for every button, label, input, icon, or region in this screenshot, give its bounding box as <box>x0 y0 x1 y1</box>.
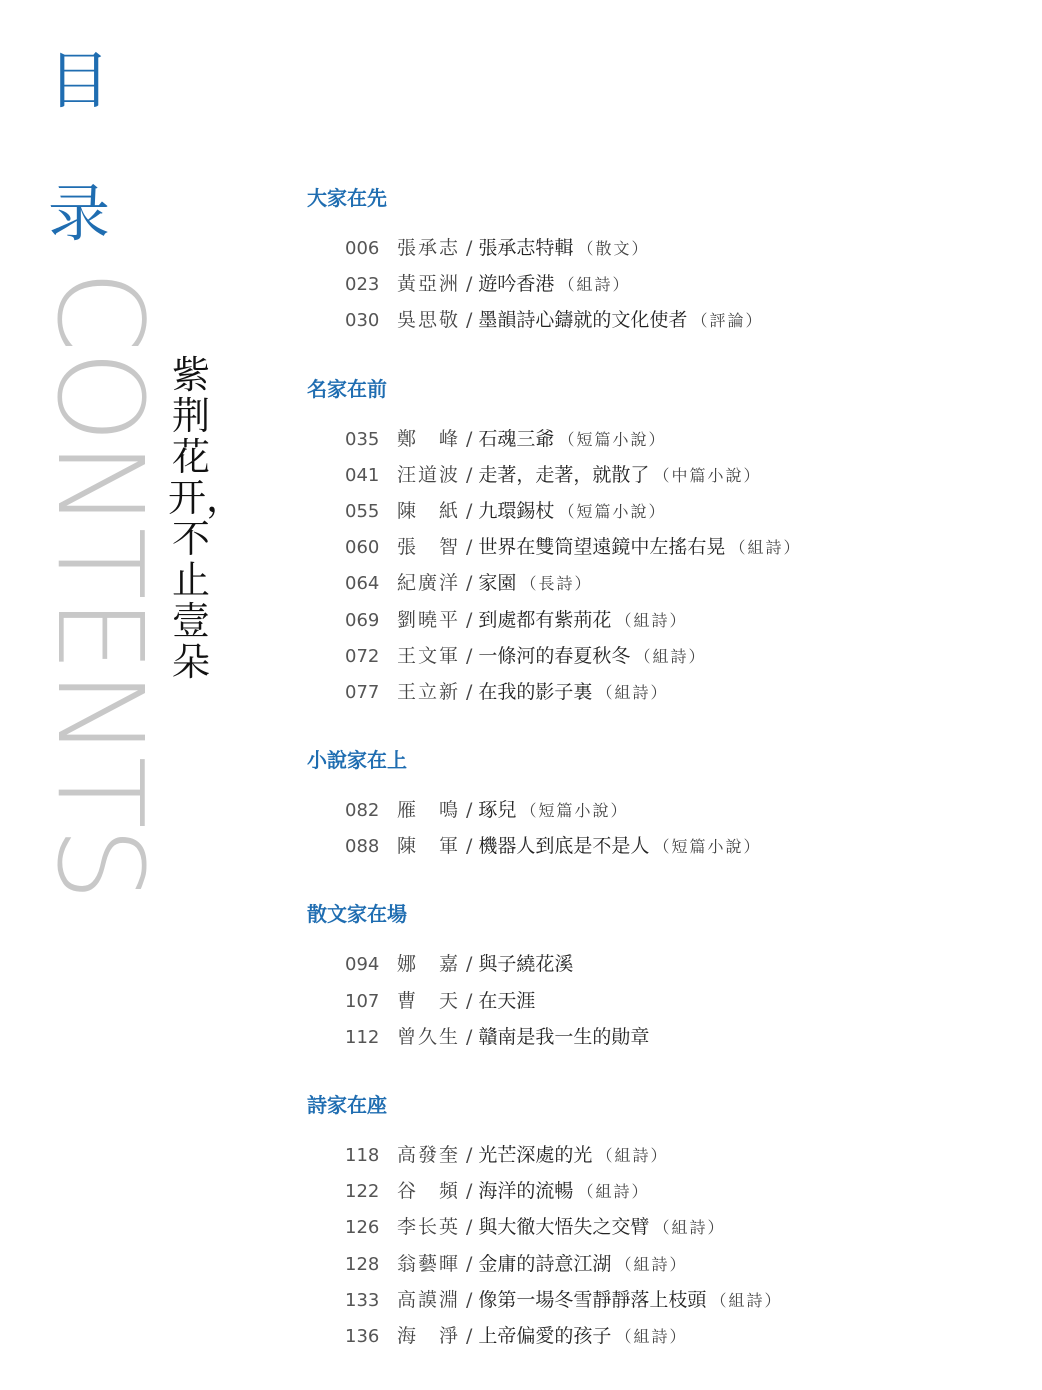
toc-entry[interactable] <box>345 828 1017 864</box>
page-number: 030 <box>345 310 380 332</box>
genre-label: （組詩） <box>596 1146 669 1165</box>
author-name: 張 智 <box>397 536 461 559</box>
genre-label: （組詩） <box>710 1290 783 1310</box>
work-title: 海洋的流暢 <box>478 1180 574 1203</box>
page-number: 064 <box>345 573 380 595</box>
separator-slash: / <box>466 1025 473 1048</box>
separator-slash: / <box>466 1324 473 1347</box>
toc-entry[interactable] <box>345 1137 1017 1173</box>
toc-entry[interactable] <box>345 529 1017 565</box>
page-number: 112 <box>345 1026 380 1048</box>
author-name: 陳 紙 <box>397 499 461 522</box>
page-number: 126 <box>345 1217 380 1239</box>
genre-label: （組詩） <box>634 646 707 666</box>
page-number: 122 <box>345 1181 380 1203</box>
work-title: 一條河的春夏秋冬 <box>478 644 631 667</box>
page-number: 133 <box>345 1289 380 1311</box>
page-number: 060 <box>345 537 380 559</box>
separator-slash: / <box>466 799 473 822</box>
separator-slash: / <box>466 1252 473 1275</box>
work-title: 機器人到底是不是人 <box>478 835 650 858</box>
section-title: 散文家在場 <box>307 902 407 927</box>
page-number: 094 <box>345 954 380 976</box>
page-number: 069 <box>345 609 380 631</box>
separator-slash: / <box>466 835 473 858</box>
work-title: 與大徹大悟失之交臂 <box>478 1216 650 1239</box>
toc-entry[interactable] <box>345 302 1017 338</box>
author-name: 曾久生 <box>397 1025 461 1048</box>
work-title: 遊吟香港 <box>478 273 555 296</box>
author-name: 曹 天 <box>397 989 461 1012</box>
author-name: 汪道波 <box>397 463 461 486</box>
author-name: 高謨淵 <box>397 1288 461 1311</box>
author-name: 王文軍 <box>397 644 461 667</box>
genre-label: （短篇小說） <box>558 501 667 521</box>
page-number: 136 <box>345 1325 380 1347</box>
work-title: 到處都有紫荊花 <box>478 608 612 631</box>
separator-slash: / <box>466 237 473 259</box>
separator-slash: / <box>466 427 473 450</box>
genre-label: （短篇小說） <box>653 837 762 857</box>
genre-label: （組詩） <box>577 1182 650 1202</box>
work-title: 與子繞花溪 <box>478 953 574 976</box>
toc-section <box>307 746 1017 864</box>
separator-slash: / <box>466 608 473 631</box>
work-title: 世界在雙筒望遠鏡中左搖右晃 <box>478 536 726 559</box>
genre-label: （短篇小說） <box>520 801 629 821</box>
genre-label: （散文） <box>577 239 650 258</box>
author-name: 娜 嘉 <box>397 953 461 976</box>
toc-entry[interactable] <box>345 1209 1017 1245</box>
page-number: 077 <box>345 681 380 703</box>
author-name: 雁 鳴 <box>397 799 461 822</box>
toc-heading-char-lu: 录 <box>47 177 110 250</box>
genre-label: （短篇小說） <box>558 429 667 449</box>
page-number: 055 <box>345 500 380 522</box>
genre-label: （組詩） <box>615 1326 688 1346</box>
page-number: 118 <box>345 1145 380 1166</box>
toc-entry[interactable] <box>345 1246 1017 1282</box>
page-number: 023 <box>345 274 380 296</box>
toc-entry[interactable] <box>345 421 1017 457</box>
separator-slash: / <box>466 536 473 559</box>
work-title: 墨韻詩心鑄就的文化使者 <box>478 309 688 332</box>
author-name: 紀廣洋 <box>397 572 461 595</box>
page-number: 107 <box>345 990 380 1012</box>
author-name: 海 淨 <box>397 1324 461 1347</box>
issue-vertical-title: 紫荆花开，不止壹朵 <box>168 353 245 684</box>
genre-label: （中篇小說） <box>653 465 762 485</box>
separator-slash: / <box>466 1144 473 1166</box>
toc-entry[interactable] <box>345 983 1017 1019</box>
page-number: 088 <box>345 836 380 858</box>
toc-entry[interactable] <box>345 457 1017 493</box>
toc-entry[interactable] <box>345 1019 1017 1055</box>
work-title: 上帝偏愛的孩子 <box>478 1324 612 1347</box>
toc-entry[interactable] <box>345 602 1017 638</box>
work-title: 石魂三爺 <box>478 427 555 450</box>
toc-entry[interactable] <box>345 638 1017 674</box>
work-title: 在天涯 <box>478 989 536 1012</box>
table-of-contents <box>307 184 1017 1390</box>
work-title: 家園 <box>478 572 517 595</box>
work-title: 金庸的詩意江湖 <box>478 1252 612 1275</box>
author-name: 李长英 <box>397 1216 461 1239</box>
author-name: 劉曉平 <box>397 608 461 631</box>
toc-entry[interactable] <box>345 230 1017 266</box>
section-title: 大家在先 <box>307 186 387 210</box>
author-name: 鄭 峰 <box>397 427 461 450</box>
work-title: 像第一場冬雪靜靜落上枝頭 <box>478 1288 707 1311</box>
work-title: 琢兒 <box>478 799 517 822</box>
work-title: 九環錫杖 <box>478 499 555 522</box>
section-title: 詩家在座 <box>307 1093 387 1117</box>
genre-label: （組詩） <box>653 1218 726 1238</box>
toc-entry[interactable] <box>345 565 1017 601</box>
separator-slash: / <box>466 309 473 332</box>
genre-label: （組詩） <box>596 682 669 702</box>
work-title: 贛南是我一生的勛章 <box>478 1025 650 1048</box>
page-number: 041 <box>345 464 380 486</box>
author-name: 翁藝暉 <box>397 1252 461 1275</box>
toc-section <box>307 900 1017 1055</box>
author-name: 陳 軍 <box>397 835 461 858</box>
author-name: 王立新 <box>397 680 461 703</box>
toc-heading-char-mu: 目 <box>47 44 110 117</box>
separator-slash: / <box>466 1288 473 1311</box>
genre-label: （組詩） <box>615 1254 688 1274</box>
page-number: 128 <box>345 1253 380 1275</box>
separator-slash: / <box>466 499 473 522</box>
work-title: 在我的影子裏 <box>478 680 593 703</box>
separator-slash: / <box>466 644 473 667</box>
author-name: 高發奎 <box>397 1144 461 1166</box>
page-number: 072 <box>345 645 380 667</box>
separator-slash: / <box>466 680 473 703</box>
section-title: 名家在前 <box>307 376 387 401</box>
section-title: 小說家在上 <box>307 748 407 773</box>
author-name: 谷 頻 <box>397 1180 461 1203</box>
toc-section <box>307 1091 1017 1354</box>
toc-entry[interactable] <box>345 946 1017 982</box>
work-title: 張承志特輯 <box>478 237 574 259</box>
toc-entry[interactable] <box>345 493 1017 529</box>
toc-entry[interactable] <box>345 792 1017 828</box>
toc-section <box>307 375 1017 711</box>
page-number: 006 <box>345 238 380 259</box>
work-title: 光芒深處的光 <box>478 1144 593 1166</box>
toc-entry[interactable] <box>345 1318 1017 1354</box>
genre-label: （組詩） <box>615 610 688 630</box>
author-name: 黃亞洲 <box>397 273 461 296</box>
separator-slash: / <box>466 572 473 595</box>
separator-slash: / <box>466 1180 473 1203</box>
contents-vertical-word: CONTENTS <box>31 270 169 900</box>
toc-entry[interactable] <box>345 266 1017 302</box>
work-title: 走著，走著，就散了 <box>478 463 650 486</box>
toc-section <box>307 184 1017 339</box>
genre-label: （評論） <box>691 311 764 331</box>
toc-entry[interactable] <box>345 674 1017 710</box>
separator-slash: / <box>466 989 473 1012</box>
genre-label: （組詩） <box>558 275 631 295</box>
page-number: 035 <box>345 428 380 450</box>
toc-entry[interactable] <box>345 1173 1017 1209</box>
genre-label: （組詩） <box>729 538 802 558</box>
author-name: 吳思敬 <box>397 309 461 332</box>
genre-label: （長詩） <box>520 574 593 594</box>
separator-slash: / <box>466 1216 473 1239</box>
toc-entry[interactable] <box>345 1282 1017 1318</box>
separator-slash: / <box>466 953 473 976</box>
separator-slash: / <box>466 463 473 486</box>
separator-slash: / <box>466 273 473 296</box>
page-number: 082 <box>345 800 380 822</box>
author-name: 張承志 <box>397 237 461 259</box>
